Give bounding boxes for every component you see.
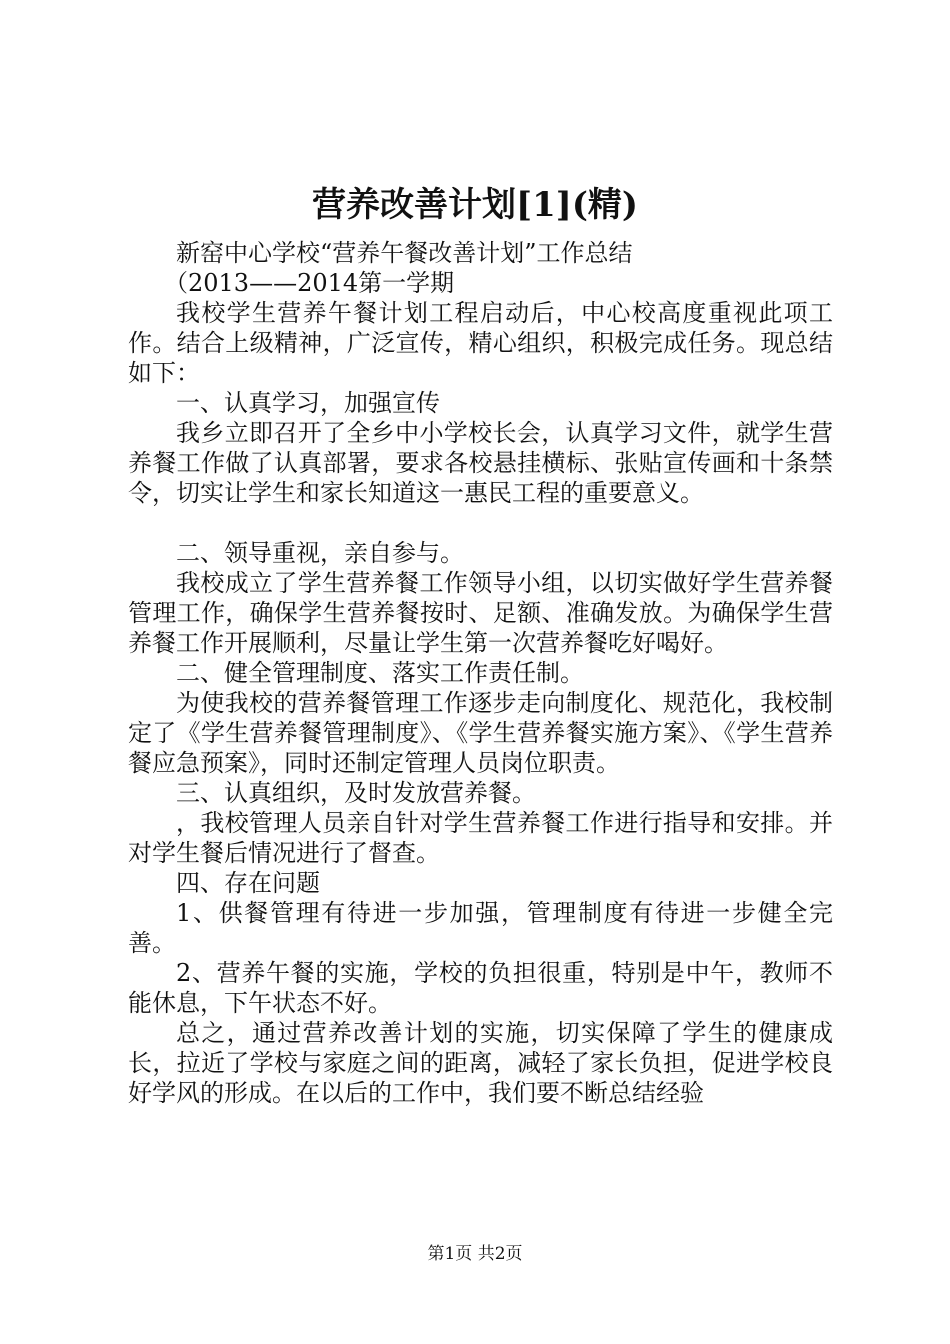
section-paragraph-1: 我乡立即召开了全乡中小学校长会，认真学习文件，就学生营养餐工作做了认真部署，要求各校悬挂横标、张贴宣传画和十条禁令，切实让学生和家长知道这一惠民工程的重要意义。 — [128, 419, 833, 507]
section-paragraph-2: 我校成立了学生营养餐工作领导小组，以切实做好学生营养餐管理工作，确保学生营养餐按时、足额、准确发放。为确保学生营养餐工作开展顺利，尽量让学生第一次营养餐吃好喝好。 — [128, 569, 833, 657]
section-paragraph-4: ，我校管理人员亲自针对学生营养餐工作进行指导和安排。并对学生餐后情况进行了督查。 — [128, 809, 833, 867]
section-heading-2: 二、领导重视，亲自参与。 — [176, 539, 464, 567]
section-paragraph-3: 为使我校的营养餐管理工作逐步走向制度化、规范化，我校制定了《学生营养餐管理制度》、《学生营养餐实施方案》、《学生营养餐应急预案》，同时还制定管理人员岗位职责。 — [128, 689, 833, 777]
section-heading-3: 二、健全管理制度、落实工作责任制。 — [176, 659, 584, 687]
section-heading-4: 三、认真组织，及时发放营养餐。 — [176, 779, 536, 807]
document-title: 营养改善计划[1](精) — [311, 185, 638, 225]
conclusion-paragraph: 总之，通过营养改善计划的实施，切实保障了学生的健康成长，拉近了学校与家庭之间的距离，减轻了家长负担，促进学校良好学风的形成。在以后的工作中，我们要不断总结经验 — [128, 1019, 833, 1107]
page-number: 第1页 共2页 — [427, 1244, 523, 1264]
section-heading-5: 四、存在问题 — [176, 869, 320, 897]
problem-item-2: 2、营养午餐的实施，学校的负担很重，特别是中午，教师不能休息，下午状态不好。 — [128, 959, 833, 1017]
intro-paragraph: 我校学生营养午餐计划工程启动后，中心校高度重视此项工作。结合上级精神，广泛宣传，精心组织，积极完成任务。现总结如下： — [128, 299, 833, 387]
section-heading-1: 一、认真学习，加强宣传 — [176, 389, 440, 417]
summary-heading: 新窑中心学校“营养午餐改善计划”工作总结 — [176, 239, 633, 267]
problem-item-1: 1、供餐管理有待进一步加强，管理制度有待进一步健全完善。 — [128, 899, 833, 957]
blank-line — [128, 508, 833, 538]
semester-line: （2013——2014第一学期 — [164, 269, 455, 297]
document-body — [128, 238, 833, 1108]
